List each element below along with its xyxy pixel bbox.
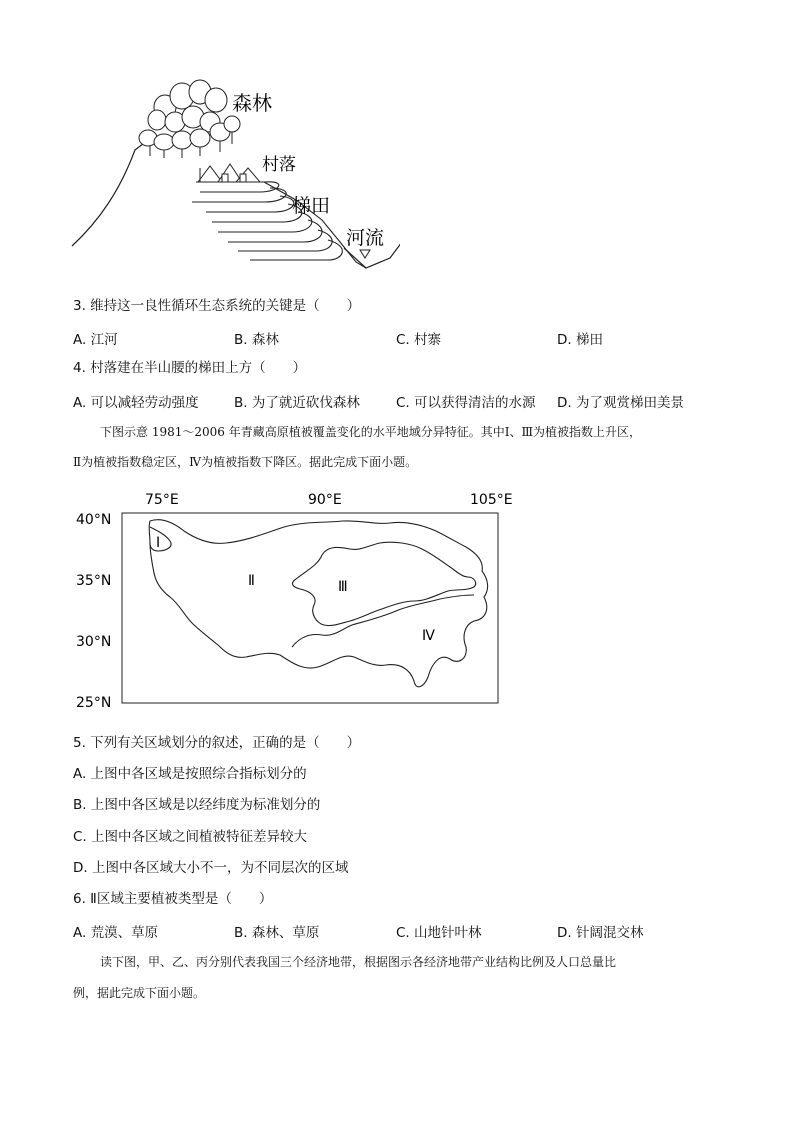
question-3-stem: 3. 维持这一良性循环生态系统的关键是（ ） — [73, 298, 361, 314]
q5-option-a: A. 上图中各区域是按照综合指标划分的 — [73, 766, 307, 782]
region-label-iii: Ⅲ — [338, 579, 348, 595]
lon-label-75e: 75°E — [145, 492, 179, 508]
q6-option-c: C. 山地针叶林 — [396, 925, 482, 941]
map-frame — [122, 513, 498, 703]
q5-option-c: C. 上图中各区域之间植被特征差异较大 — [73, 829, 308, 845]
q3-option-a: A. 江河 — [73, 332, 118, 348]
q6-option-d: D. 针阔混交林 — [557, 925, 644, 941]
label-village: 村落 — [262, 155, 296, 175]
question-4-stem: 4. 村落建在半山腰的梯田上方（ ） — [73, 360, 307, 376]
question-6-stem: 6. Ⅱ区域主要植被类型是（ ） — [73, 891, 273, 907]
lat-label-35n: 35°N — [76, 573, 112, 589]
region-label-i: Ⅰ — [156, 535, 161, 551]
q4-option-c: C. 可以获得清洁的水源 — [396, 395, 536, 411]
lon-label-90e: 90°E — [308, 492, 342, 508]
terrace-ecosystem-diagram — [60, 70, 400, 280]
intro-3-line-2: 例，据此完成下面小题。 — [73, 986, 206, 1000]
tibetan-plateau-map — [70, 487, 530, 715]
intro-2-line-2: Ⅱ为植被指数稳定区，Ⅳ为植被指数下降区。据此完成下面小题。 — [73, 455, 418, 469]
q4-option-a: A. 可以减轻劳动强度 — [73, 395, 199, 411]
q4-option-d: D. 为了观赏梯田美景 — [557, 395, 684, 411]
lat-label-25n: 25°N — [76, 695, 112, 711]
question-5-stem: 5. 下列有关区域划分的叙述，正确的是（ ） — [73, 735, 361, 751]
q4-option-b: B. 为了就近砍伐森林 — [234, 395, 360, 411]
lon-label-105e: 105°E — [470, 492, 513, 508]
intro-2-line-1: 下图示意 1981～2006 年青藏高原植被覆盖变化的水平地域分异特征。其中Ⅰ、Ⅲ为植被指数上升区， — [100, 425, 642, 439]
q6-option-a: A. 荒漠、草原 — [73, 925, 159, 941]
q5-option-b: B. 上图中各区域是以经纬度为标准划分的 — [73, 797, 321, 813]
region-label-ii: Ⅱ — [248, 573, 255, 589]
lat-label-30n: 30°N — [76, 634, 112, 650]
q6-option-b: B. 森林、草原 — [234, 925, 320, 941]
label-terrace: 梯田 — [292, 195, 331, 217]
intro-3-line-1: 读下图，甲、乙、丙分别代表我国三个经济地带，根据图示各经济地带产业结构比例及人口总量比 — [100, 955, 617, 969]
terrace-lines — [192, 182, 366, 268]
q3-option-c: C. 村寨 — [396, 332, 442, 348]
q3-option-b: B. 森林 — [234, 332, 279, 348]
q3-option-d: D. 梯田 — [557, 332, 603, 348]
village-houses — [196, 164, 264, 182]
label-river: 河流 — [346, 227, 385, 249]
water-level-icon — [360, 250, 370, 258]
label-forest: 森林 — [232, 91, 272, 115]
lat-label-40n: 40°N — [76, 512, 112, 528]
region-label-iv: Ⅳ — [422, 628, 435, 644]
q5-option-d: D. 上图中各区域大小不一，为不同层次的区域 — [73, 860, 349, 876]
forest-trees — [139, 80, 240, 158]
